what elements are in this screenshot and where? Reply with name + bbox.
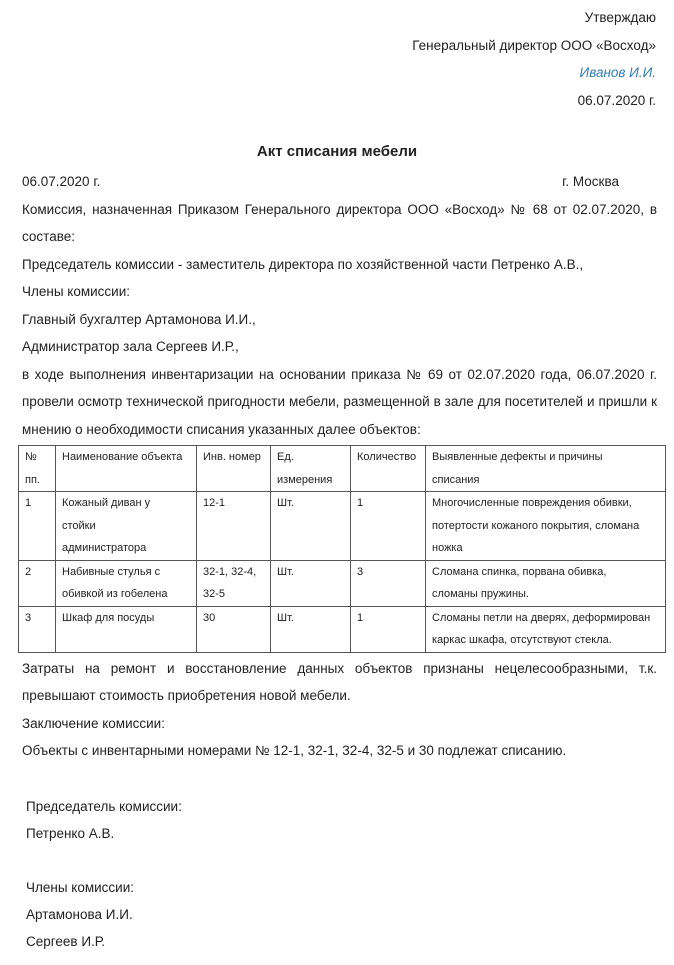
members-label: Члены комиссии: xyxy=(26,879,135,895)
cell: Шт. xyxy=(271,606,351,652)
cell: Шт. xyxy=(271,492,351,561)
paragraph-members-label: Члены комиссии: xyxy=(22,284,131,299)
paragraph-member-2: Администратор зала Сергеев И.Р., xyxy=(22,339,239,354)
chair-label: Председатель комиссии: xyxy=(26,798,182,814)
header-cell: Количество xyxy=(351,446,426,492)
paragraph-member-1: Главный бухгалтер Артамонова И.И., xyxy=(22,311,256,327)
writeoff-table xyxy=(18,445,666,653)
header-cell: Ед. измерения xyxy=(271,446,351,492)
cell: Набивные стулья с обивкой из гобелена xyxy=(56,560,197,606)
cell: Кожаный диван у стойки администратора xyxy=(56,492,197,561)
paragraph-commission: Комиссия, назначенная Приказом Генерального директора ООО «Восход» № 68 от 02.07.2020, в составе: xyxy=(22,201,657,244)
cell: 1 xyxy=(351,606,426,652)
document-title: Акт списания мебели xyxy=(256,143,418,160)
paragraph-costs: Затраты на ремонт и восстановление данных объектов признаны нецелесообразными, т.к. превышают стоимость приобретения новой мебели. xyxy=(22,660,657,703)
paragraph-inventory: в ходе выполнения инвентаризации на основании приказа № 69 от 02.07.2020 года, 06.07.2020 г. провели осмотр технической пригодности мебели, размещенной в зале для посетителей и пришли к мнению о необходимости списания указанных далее объектов: xyxy=(22,366,657,437)
approval-signature-name: Иванов И.И. xyxy=(579,65,656,80)
member-1-name: Артамонова И.И. xyxy=(26,906,133,922)
conclusion-label: Заключение комиссии: xyxy=(22,715,165,731)
cell: 3 xyxy=(19,606,56,652)
table-row xyxy=(19,492,666,561)
approval-date: 06.07.2020 г. xyxy=(577,92,656,108)
cell: 30 xyxy=(197,606,271,652)
conclusion-block xyxy=(22,655,657,765)
cell: 2 xyxy=(19,560,56,606)
cell: Шт. xyxy=(271,560,351,606)
cell: Шкаф для посуды xyxy=(56,606,197,652)
member-2-name: Сергеев И.Р. xyxy=(26,933,105,949)
signatures-block xyxy=(26,793,656,955)
approval-block xyxy=(22,4,656,114)
approval-label: Утверждаю xyxy=(584,10,656,25)
cell: Многочисленные повреждения обивки, потертости кожаного покрытия, сломана ножка xyxy=(426,492,666,561)
chair-name: Петренко А.В. xyxy=(26,825,115,841)
approval-position: Генеральный директор ООО «Восход» xyxy=(412,37,656,53)
header-cell: Выявленные дефекты и причины списания xyxy=(426,446,666,492)
cell: 12-1 xyxy=(197,492,271,561)
header-cell: № пп. xyxy=(19,446,56,492)
cell: Сломаны петли на дверях, деформирован каркас шкафа, отсутствуют стекла. xyxy=(426,606,666,652)
cell: 1 xyxy=(19,492,56,561)
document-body xyxy=(22,168,657,443)
cell: Сломана спинка, порвана обивка, сломаны пружины. xyxy=(426,560,666,606)
paragraph-chair: Председатель комиссии - заместитель директора по хозяйственной части Петренко А.В., xyxy=(22,256,584,272)
table-row xyxy=(19,560,666,606)
header-cell: Инв. номер xyxy=(197,446,271,492)
cell: 1 xyxy=(351,492,426,561)
date-city-line xyxy=(22,168,657,196)
act-date: 06.07.2020 г. xyxy=(22,174,101,189)
spacer xyxy=(26,847,656,874)
table-header-row xyxy=(19,446,666,492)
cell: 3 xyxy=(351,560,426,606)
act-city: г. Москва xyxy=(562,174,619,189)
header-cell: Наименование объекта xyxy=(56,446,197,492)
table-wrapper xyxy=(18,445,656,653)
cell: 32-1, 32-4, 32-5 xyxy=(197,560,271,606)
conclusion-text: Объекты с инвентарными номерами № 12-1, 32-1, 32-4, 32-5 и 30 подлежат списанию. xyxy=(22,743,567,758)
table-row xyxy=(19,606,666,652)
